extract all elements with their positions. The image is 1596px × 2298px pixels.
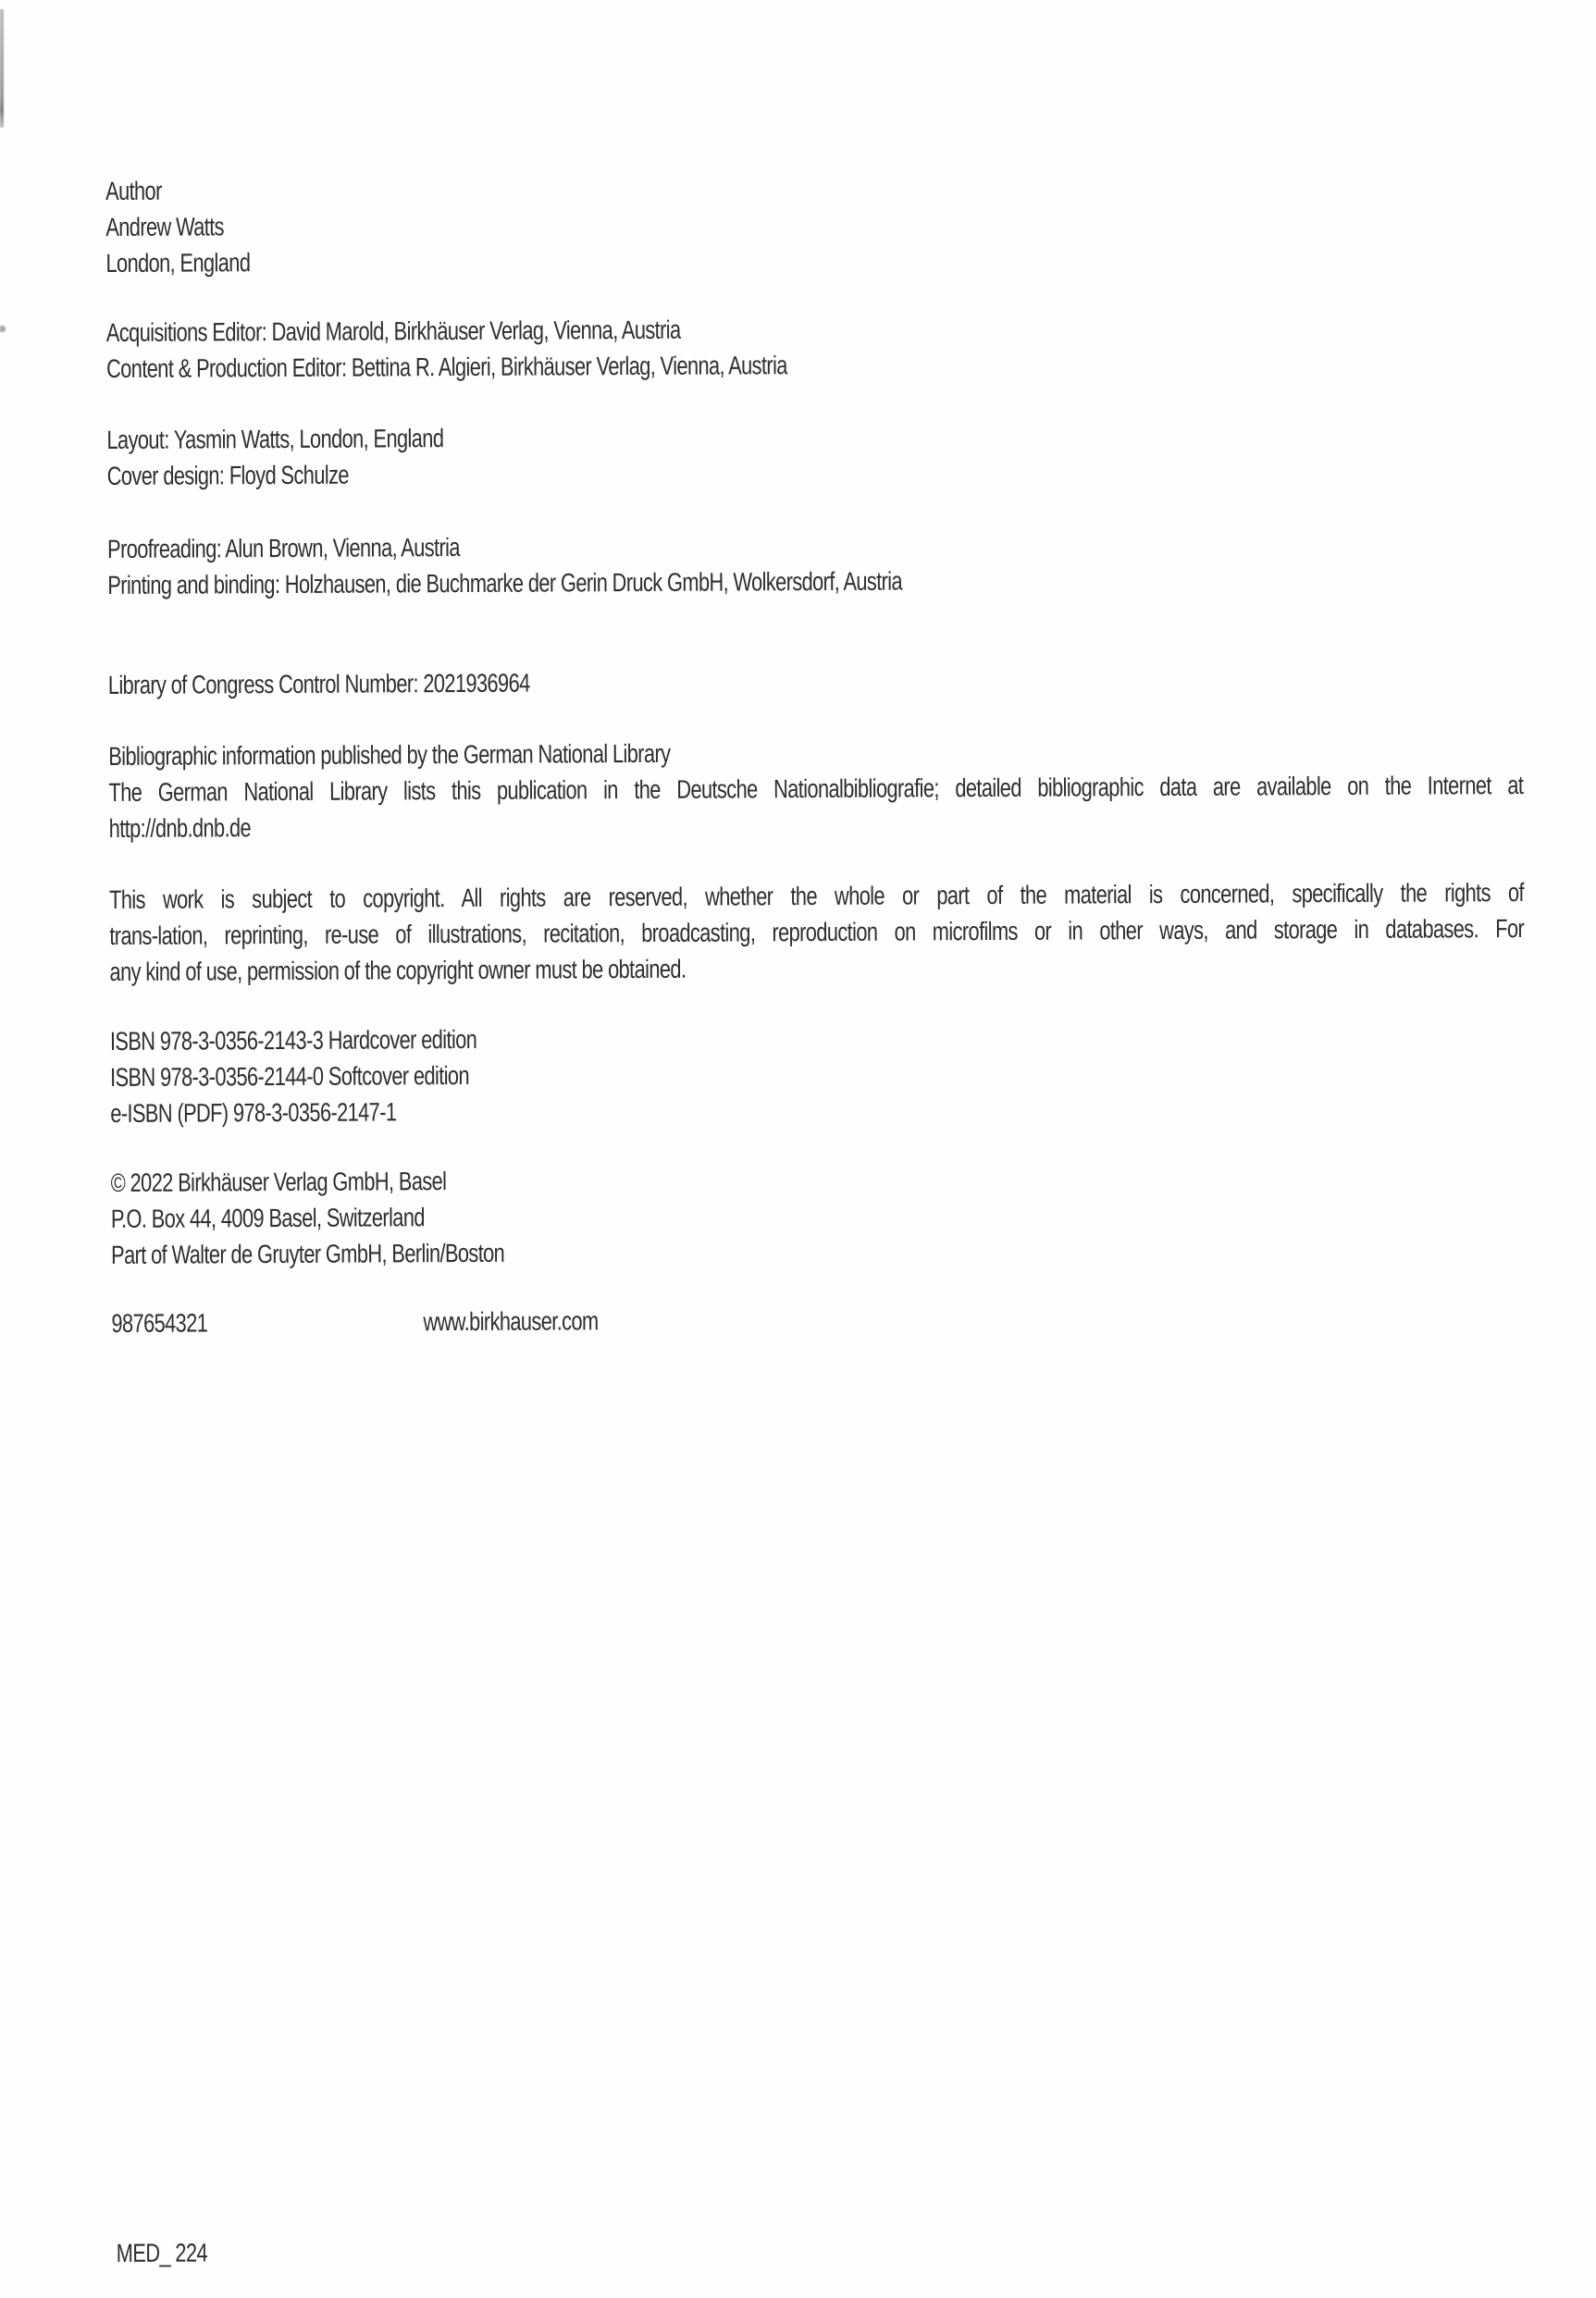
imprint-text-content — [105, 0, 1525, 2267]
scan-speck-artifact — [0, 326, 6, 332]
copyright-notice-line-2: trans-lation, reprinting, re-use of illustrations, recitation, broadcasting, reproduction on microfilms or in other ways, and storage in databases. For — [109, 913, 1525, 950]
print-run-numbers: 987654321 — [111, 1308, 208, 1338]
eisbn-line: e-ISBN (PDF) 978-3-0356-2147-1 — [110, 1097, 397, 1128]
production-credits-block — [107, 526, 902, 602]
proofreading-credit-line: Proofreading: Alun Brown, Vienna, Austria — [107, 532, 460, 563]
isbn-hardcover-line: ISBN 978-3-0356-2143-3 Hardcover edition — [109, 1024, 477, 1056]
author-block — [105, 172, 250, 281]
design-credits-block — [106, 420, 443, 494]
dnb-url-line: http://dnb.dnb.de — [108, 813, 252, 843]
editors-block — [106, 311, 787, 387]
bibliographic-info-block — [108, 731, 1523, 846]
printing-binding-credit-line: Printing and binding: Holzhausen, die Buchmarke der Gerin Druck GmbH, Wolkersdorf, Austria — [107, 566, 903, 599]
author-label: Author — [105, 176, 162, 205]
footer-code-block — [117, 2234, 207, 2271]
publisher-block — [111, 1163, 505, 1273]
author-location: London, England — [105, 248, 251, 278]
print-run-row — [111, 1298, 1526, 1341]
isbn-block — [110, 1021, 477, 1131]
bibliographic-heading-line: Bibliographic information published by the German National Library — [108, 738, 671, 771]
copyright-notice-line-3: any kind of use, permission of the copyright owner must be obtained. — [109, 954, 687, 986]
layout-credit-line: Layout: Yasmin Watts, London, England — [106, 424, 444, 454]
acquisitions-editor-line: Acquisitions Editor: David Marold, Birkhäuser Verlag, Vienna, Austria — [105, 315, 681, 347]
lccn-block — [108, 665, 530, 703]
copyright-notice-block — [109, 874, 1524, 990]
publisher-parent-line: Part of Walter de Gruyter GmbH, Berlin/Boston — [111, 1238, 505, 1269]
scan-edge-artifact — [0, 9, 4, 128]
lccn-line: Library of Congress Control Number: 2021936964 — [107, 668, 530, 699]
publisher-copyright-line: © 2022 Birkhäuser Verlag GmbH, Basel — [110, 1167, 447, 1197]
bibliographic-body-line: The German National Library lists this publication in the Deutsche Nationalbibliografie; detailed bibliographic data are available on the Internet at — [108, 770, 1524, 807]
content-production-editor-line: Content & Production Editor: Bettina R. Algieri, Birkhäuser Verlag, Vienna, Austria — [106, 351, 787, 383]
cover-design-credit-line: Cover design: Floyd Schulze — [106, 460, 349, 490]
copyright-notice-line-1: This work is subject to copyright. All rights are reserved, whether the whole or part of the material is concerned, specifically the rights of — [109, 877, 1524, 914]
author-name: Andrew Watts — [105, 212, 225, 241]
footer-code: MED_ 224 — [116, 2238, 208, 2267]
publisher-address-line: P.O. Box 44, 4009 Basel, Switzerland — [110, 1203, 425, 1233]
isbn-softcover-line: ISBN 978-3-0356-2144-0 Softcover edition — [110, 1060, 470, 1092]
publisher-website: www.birkhauser.com — [423, 1306, 599, 1337]
